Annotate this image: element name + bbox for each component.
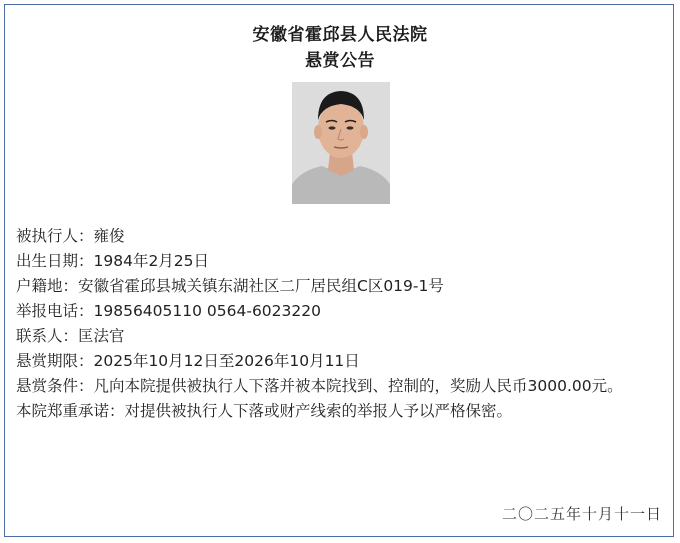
reward-period-line: 悬赏期限：2025年10月12日至2026年10月11日 [16,352,360,370]
contact-line: 联系人：匡法官 [16,327,125,345]
domicile-line: 户籍地：安徽省霍邱县城关镇东湖社区二厂居民组C区019-1号 [16,277,444,295]
notice-details [16,224,671,424]
birth-date-line: 出生日期：1984年2月25日 [16,252,210,270]
person-portrait-icon [292,82,390,204]
executed-person-line: 被执行人：雍俊 [16,227,125,245]
court-name-title: 安徽省霍邱县人民法院 [252,25,428,45]
report-phone-line: 举报电话：19856405110 0564-6023220 [16,302,321,320]
notice-date: 二〇二五年十月十一日 [501,505,662,523]
reward-terms-line: 悬赏条件：凡向本院提供被执行人下落并被本院找到、控制的，奖励人民币3000.00元。 [16,377,623,395]
notice-subtitle: 悬赏公告 [305,51,375,71]
person-photo [292,82,390,204]
confidentiality-promise-line: 本院郑重承诺：对提供被执行人下落或财产线索的举报人予以严格保密。 [16,402,513,420]
